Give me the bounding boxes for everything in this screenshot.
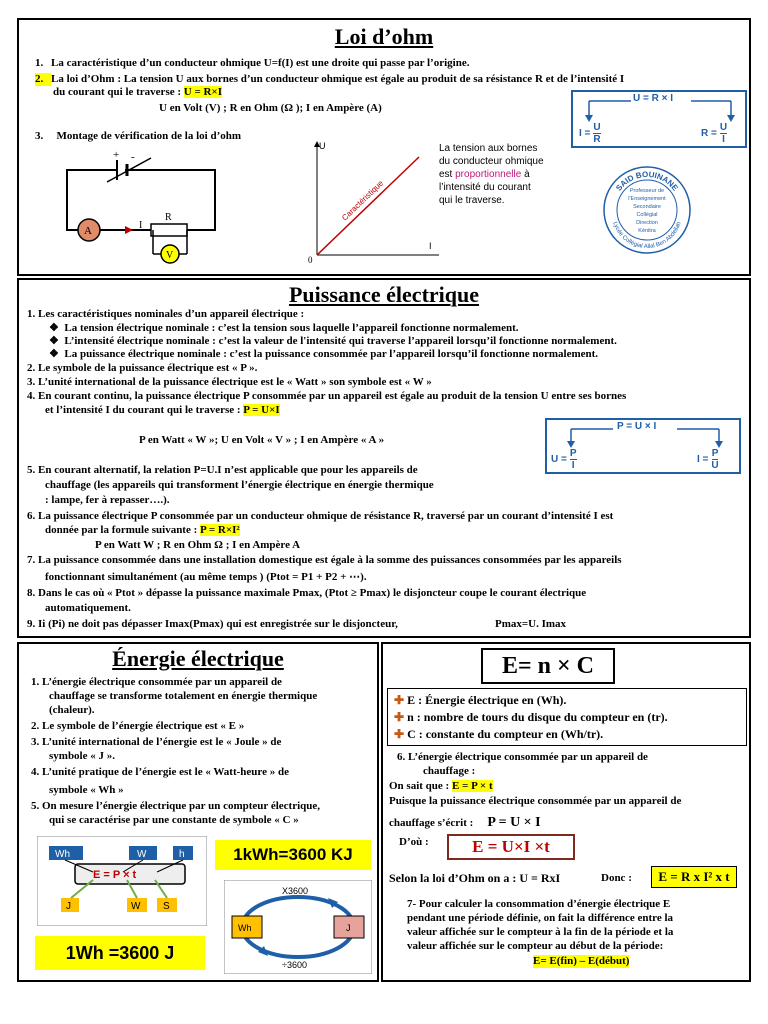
circuit-ammeter-label: A [84, 225, 92, 237]
counter-legend: ✚ E : Énergie électrique en (Wh). ✚ n : nombre de tours du disque du compteur en (tr). ✚ C : constante du compteur en (Wh/tr). [387, 688, 747, 746]
ohm-characteristic-graph [299, 135, 449, 265]
compteur-item-7d: valeur affichée sur le compteur au début de la période: [407, 940, 664, 952]
conversion-wh: 1Wh =3600 J [35, 936, 205, 970]
ohm-item-2b: du courant qui le traverse : U = R×I [53, 86, 222, 98]
compteur-item-7c: valeur affichée sur le compteur à la fin de la période et la [407, 926, 674, 938]
counter-formula: E= n × C [481, 648, 615, 684]
energie-title: Énergie électrique [112, 646, 284, 671]
puissance-item-9: 9. Ii (Pi) ne doit pas dépasser Imax(Pmax) qui est enregistrée sur le disjoncteur, [27, 618, 398, 630]
ohm-section [17, 18, 751, 276]
conversion-kwh: 1kWh=3600 KJ [215, 840, 371, 870]
compteur-dou: D’où : [399, 836, 429, 848]
svg-text:SAID BOUINANE: SAID BOUINANE [614, 169, 680, 193]
graph-y-label: U [319, 141, 326, 151]
energie-item-3b: symbole « J ». [49, 750, 115, 762]
svg-text:Secondaire: Secondaire [633, 204, 661, 210]
energie-item-4b: symbole « Wh » [49, 784, 124, 796]
puissance-item-4a: 4. En courant continu, la puissance électrique P consommée par un appareil est égale au produit de la tension U entre ses bornes [27, 390, 627, 402]
energy-difference-formula: E= E(fin) – E(début) [533, 955, 630, 967]
puissance-item-4b: et l’intensité I du courant qui le traverse : P = U×I [45, 404, 280, 416]
ohm-units: U en Volt (V) ; R en Ohm (Ω ); I en Ampère (A) [159, 102, 382, 114]
circuit-voltmeter-label: V [166, 250, 174, 261]
puissance-item-6u: P en Watt W ; R en Ohm Ω ; I en Ampère A [95, 539, 301, 551]
svg-text:h: h [179, 849, 185, 860]
teacher-stamp [602, 165, 692, 255]
svg-text:÷3600: ÷3600 [282, 960, 307, 970]
energie-item-3a: 3. L’unité international de l’énergie est le « Joule » de [31, 736, 282, 748]
ohm-item-3: 3. Montage de vérification de la loi d’ohm [35, 130, 242, 142]
svg-text:Kénitra: Kénitra [638, 228, 656, 234]
compteur-sait: On sait que : E = P × t [389, 780, 493, 792]
power-formula: P = U×I [243, 404, 280, 416]
power-resistance-formula: P = R×I² [200, 524, 240, 536]
puissance-item-6b: donnée par la formule suivante : P = R×I² [45, 524, 240, 536]
puissance-item-8a: 8. Dans le cas où « Ptot » dépasse la puissance maximale Pmax, (Ptot ≥ Pmax) le disjoncteur coupe le courant électrique [27, 587, 587, 599]
energie-item-5a: 5. On mesure l’énergie électrique par un compteur électrique, [31, 800, 320, 812]
compteur-item-6a: 6. L’énergie électrique consommée par un appareil de [397, 751, 648, 763]
energy-uit-formula: E = U×I ×t [447, 834, 575, 860]
energie-item-1c: (chaleur). [49, 704, 95, 716]
compteur-donc: Donc : [601, 872, 632, 884]
puissance-item-2: 2. Le symbole de la puissance électrique est « P ». [27, 362, 258, 374]
compteur-selon: Selon la loi d’Ohm on a : U = RxI [389, 871, 561, 885]
graph-origin-label: 0 [308, 255, 313, 265]
graph-x-label: I [429, 241, 432, 251]
puissance-item-5a: 5. En courant alternatif, la relation P=U.I n’est applicable que pour les appareils de [27, 464, 418, 476]
energie-item-5b: qui se caractérise par une constante de symbole « C » [49, 814, 299, 826]
ohm-note: La tension aux bornes du conducteur ohmique est proportionnelle à l’intensité du courant qui le traverse. [439, 143, 544, 206]
svg-text:Professeur de: Professeur de [629, 188, 665, 194]
puissance-section [17, 278, 751, 638]
conversion-cycle-diagram [224, 880, 372, 974]
svg-text:Wh: Wh [238, 923, 252, 933]
energie-section [17, 642, 379, 982]
ohm-law-formula: U = R×I [183, 86, 222, 98]
circuit-minus: - [131, 151, 135, 163]
energy-units-diagram [37, 836, 207, 926]
compteur-item-6b: chauffage : [423, 765, 476, 777]
puissance-bullet-3: ❖ La puissance électrique nominale : c’est la puissance consommée par l’appareil lorsqu’il fonctionne normalement. [49, 348, 599, 360]
svg-text:Collégial: Collégial [636, 212, 658, 218]
ohm-formula-top: U = R × I [633, 93, 674, 104]
puissance-item-6a: 6. La puissance électrique P consommée par un conducteur ohmique de résistance R, traversé par un courant d’intensité I est [27, 510, 614, 522]
puissance-item-8b: automatiquement. [45, 602, 131, 614]
svg-text:l'Enseignement: l'Enseignement [628, 196, 666, 202]
circuit-resistor-label: R [165, 212, 172, 223]
compteur-puisque: Puisque la puissance électrique consommée par un appareil de [389, 795, 682, 807]
puissance-title: Puissance électrique [288, 282, 480, 307]
puissance-item-7b: fonctionnant simultanément (au même temps ) (Ptot = P1 + P2 + ⋯). [45, 571, 367, 583]
power-formula-top: P = U × I [617, 421, 657, 432]
svg-text:X3600: X3600 [282, 886, 309, 896]
svg-text:W: W [131, 901, 141, 912]
svg-text:J: J [66, 901, 71, 912]
svg-text:Wh: Wh [55, 849, 70, 860]
puissance-item-9b: Pmax=U. Imax [495, 618, 567, 630]
puissance-item-1: 1. Les caractéristiques nominales d’un appareil électrique : [27, 308, 305, 320]
ohm-item-2: 2. La loi d’Ohm : La tension U aux bornes d’un conducteur ohmique est égale au produit de sa résistance R et de l’intensité I [35, 73, 625, 85]
svg-text:Lycée Collégial Allal Ben Abde: Lycée Collégial Allal Ben Abdellah [611, 221, 683, 251]
power-formula-box: P = U × I U = $\frac{P}{I}$ I = $\frac{P}{U}$ [545, 418, 741, 474]
svg-text:E = P × t: E = P × t [93, 869, 137, 881]
puissance-item-5b: chauffage (les appareils qui transforment l’énergie électrique en énergie thermique [45, 479, 434, 491]
energy-resistance-formula: E = R x I² x t [651, 866, 737, 888]
energie-item-1b: chauffage se transforme totalement en énergie thermique [49, 690, 318, 702]
energie-item-1a: 1. L’énergie électrique consommée par un appareil de [31, 676, 282, 688]
energie-item-4a: 4. L’unité pratique de l’énergie est le « Watt-heure » de [31, 766, 289, 778]
puissance-item-5c: : lampe, fer à repasser….). [45, 494, 170, 506]
ohm-formula-box: U = R × I I = $\frac{U}{R}$ R = $\frac{U}{I}$ [571, 90, 747, 148]
puissance-bullet-2: ❖ L’intensité électrique nominale : c’est la valeur de l'intensité qui traverse l’appareil lorsqu’il fonctionne normalement. [49, 335, 617, 347]
puissance-units: P en Watt « W »; U en Volt « V » ; I en Ampère « A » [139, 434, 385, 446]
svg-text:Direction: Direction [636, 220, 658, 226]
energy-time-formula: E = P × t [451, 780, 493, 792]
puissance-bullet-1: ❖ La tension électrique nominale : c’est la tension sous laquelle l’appareil fonctionne normalement. [49, 322, 519, 334]
compteur-item-7a: 7- Pour calculer la consommation d’énergie électrique E [407, 898, 671, 910]
circuit-current-label: I [139, 220, 143, 231]
graph-curve-label: Caractéristique [340, 178, 386, 223]
energie-item-2: 2. Le symbole de l’énergie électrique est « E » [31, 720, 245, 732]
svg-text:J: J [346, 923, 351, 933]
compteur-section [381, 642, 751, 982]
compteur-item-7b: pendant une période définie, on fait la différence entre la [407, 912, 674, 924]
svg-text:S: S [163, 901, 170, 912]
compteur-ecrit: chauffage s’écrit : P = U × I [389, 815, 541, 830]
puissance-item-7a: 7. La puissance consommée dans une installation domestique est égale à la somme des puissances consommées par les appareils [27, 554, 622, 566]
circuit-plus: + [113, 149, 120, 161]
svg-text:W: W [137, 849, 147, 860]
puissance-item-3: 3. L’unité international de la puissance électrique est le « Watt » son symbole est « W » [27, 376, 432, 388]
ohm-item-1: 1. La caractéristique d’un conducteur ohmique U=f(I) est une droite qui passe par l’origine. [35, 57, 470, 69]
ohm-circuit-diagram [59, 148, 219, 268]
ohm-title: Loi d’ohm [334, 24, 434, 49]
